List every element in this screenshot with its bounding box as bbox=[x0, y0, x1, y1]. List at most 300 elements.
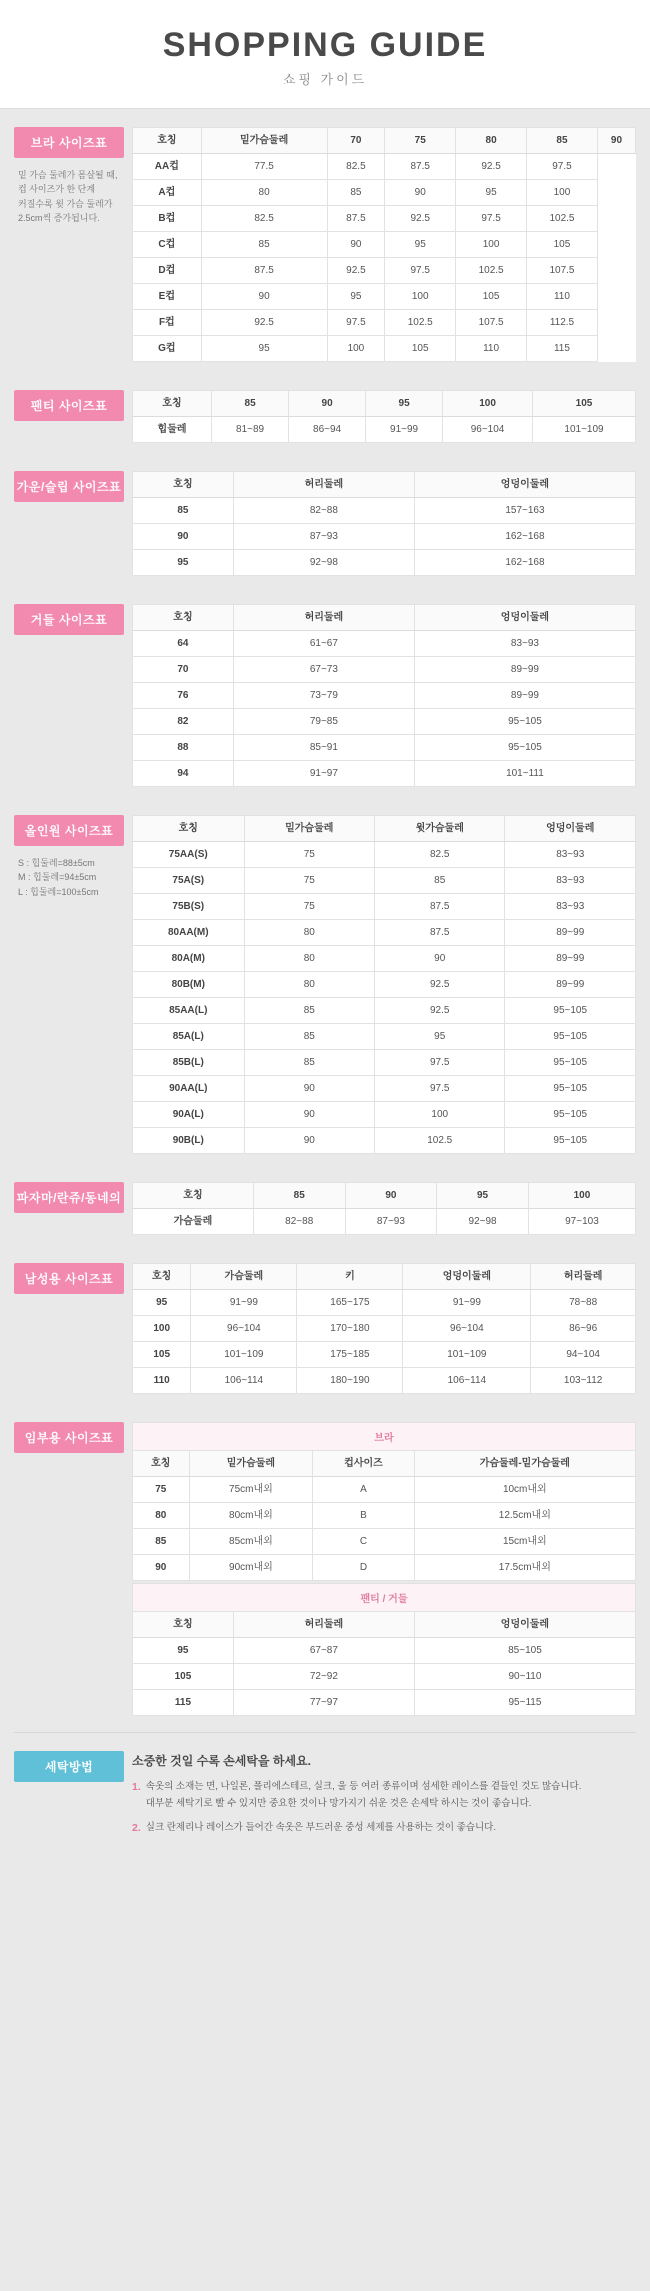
section-label-column bbox=[14, 1263, 132, 1294]
table-cell: 91~97 bbox=[233, 761, 414, 787]
table-cell: 91~99 bbox=[403, 1290, 531, 1316]
size-table bbox=[132, 815, 636, 1154]
table-cell: 101~109 bbox=[403, 1342, 531, 1368]
table-cell: 80 bbox=[244, 920, 374, 946]
table-header-cell: 엉덩이둘레 bbox=[414, 472, 635, 498]
section-label-column bbox=[14, 390, 132, 421]
size-table bbox=[132, 471, 636, 576]
table-cell: 87.5 bbox=[201, 258, 327, 284]
table-cell: 75AA(S) bbox=[133, 842, 245, 868]
table-cell: 94 bbox=[133, 761, 234, 787]
section-label-column bbox=[14, 1751, 132, 1782]
table-cell: 80B(M) bbox=[133, 972, 245, 998]
table-cell: 85A(L) bbox=[133, 1024, 245, 1050]
table-row bbox=[133, 657, 636, 683]
size-table bbox=[132, 1263, 636, 1394]
table-header-cell: 윗가슴둘레 bbox=[375, 816, 505, 842]
table-cell: 92.5 bbox=[375, 972, 505, 998]
table-row bbox=[133, 868, 636, 894]
table-cell: 85B(L) bbox=[133, 1050, 245, 1076]
table-cell: 97.5 bbox=[385, 258, 456, 284]
washing-item-number: 1. bbox=[132, 1781, 141, 1794]
washing-item-list bbox=[132, 1779, 636, 1837]
table-cell: 100 bbox=[375, 1102, 505, 1128]
washing-content bbox=[132, 1751, 636, 1846]
size-table bbox=[132, 1182, 636, 1235]
table-row bbox=[133, 310, 636, 336]
table-cell: 95 bbox=[327, 284, 385, 310]
table-cell: 70 bbox=[133, 657, 234, 683]
section-note: 밑 가슴 둘레가 몸살될 때, 컵 사이즈가 한 단계 커질수록 윗 가슴 둘레가 2.5cm씩 증가됩니다. bbox=[18, 170, 118, 224]
table-cell: 80 bbox=[201, 180, 327, 206]
section-tag: 팬티 사이즈표 bbox=[14, 390, 124, 421]
table-header-cell: 허리둘레 bbox=[233, 1612, 414, 1638]
table-row bbox=[133, 998, 636, 1024]
table-cell: 90 bbox=[244, 1128, 374, 1154]
table-row bbox=[133, 1342, 636, 1368]
table-cell: 86~94 bbox=[289, 417, 366, 443]
size-chart-sections bbox=[0, 109, 650, 1404]
table-cell: 17.5cm내외 bbox=[414, 1555, 635, 1581]
table-header-cell: 호칭 bbox=[133, 1183, 254, 1209]
table-header-cell: 호칭 bbox=[133, 1612, 234, 1638]
table-cell: 97.5 bbox=[456, 206, 527, 232]
section-tag: 브라 사이즈표 bbox=[14, 127, 124, 158]
table-cell: 가슴둘레 bbox=[133, 1209, 254, 1235]
table-row bbox=[133, 1290, 636, 1316]
size-table bbox=[132, 390, 636, 443]
maternity-panty-subtitle: 팬티 / 거들 bbox=[132, 1583, 636, 1611]
table-cell: 94~104 bbox=[531, 1342, 636, 1368]
table-cell: 75A(S) bbox=[133, 868, 245, 894]
table-cell: 87.5 bbox=[375, 920, 505, 946]
table-header-cell: 가슴둘레 bbox=[191, 1264, 297, 1290]
table-cell: 100 bbox=[133, 1316, 191, 1342]
table-cell: 95 bbox=[133, 1290, 191, 1316]
table-cell: 97.5 bbox=[375, 1076, 505, 1102]
size-table bbox=[132, 604, 636, 787]
table-cell: 87.5 bbox=[375, 894, 505, 920]
table-cell: 115 bbox=[527, 336, 598, 362]
table-cell: 92.5 bbox=[375, 998, 505, 1024]
table-header-cell: 호칭 bbox=[133, 1451, 190, 1477]
table-row bbox=[133, 498, 636, 524]
table-row bbox=[133, 284, 636, 310]
table-cell: 103~112 bbox=[531, 1368, 636, 1394]
table-cell: 102.5 bbox=[527, 206, 598, 232]
table-cell: 95~105 bbox=[505, 1102, 636, 1128]
table-cell: 86~96 bbox=[531, 1316, 636, 1342]
table-row bbox=[133, 1316, 636, 1342]
table-cell: 95~105 bbox=[414, 735, 635, 761]
table-cell: B bbox=[313, 1503, 414, 1529]
table-cell: 89~99 bbox=[505, 972, 636, 998]
table-row bbox=[133, 761, 636, 787]
section-washing bbox=[0, 1733, 650, 1856]
table-cell: A컵 bbox=[133, 180, 202, 206]
table-cell: 95 bbox=[133, 1638, 234, 1664]
washing-title: 소중한 것일 수록 손세탁을 하세요. bbox=[132, 1754, 311, 1768]
table-cell: 64 bbox=[133, 631, 234, 657]
table-cell: 67~87 bbox=[233, 1638, 414, 1664]
table-cell: 107.5 bbox=[527, 258, 598, 284]
table-header-cell: 호칭 bbox=[133, 816, 245, 842]
table-header-cell: 100 bbox=[443, 391, 533, 417]
table-cell: 165~175 bbox=[297, 1290, 403, 1316]
table-cell: A bbox=[313, 1477, 414, 1503]
table-cell: 105 bbox=[133, 1342, 191, 1368]
table-cell: 61~67 bbox=[233, 631, 414, 657]
table-cell: 83~93 bbox=[505, 894, 636, 920]
table-row bbox=[133, 1209, 636, 1235]
table-cell: 105 bbox=[133, 1664, 234, 1690]
table-cell: 72~92 bbox=[233, 1664, 414, 1690]
table-cell: 82.5 bbox=[375, 842, 505, 868]
table-cell: 95~105 bbox=[414, 709, 635, 735]
table-cell: 95 bbox=[133, 550, 234, 576]
table-cell: 100 bbox=[385, 284, 456, 310]
table-header-cell: 75 bbox=[385, 128, 456, 154]
table-header-cell: 허리둘레 bbox=[233, 472, 414, 498]
table-row bbox=[133, 1555, 636, 1581]
table-cell: 110 bbox=[133, 1368, 191, 1394]
table-cell: 107.5 bbox=[456, 310, 527, 336]
table-header-cell: 엉덩이둘레 bbox=[414, 1612, 635, 1638]
table-cell: 15cm내외 bbox=[414, 1529, 635, 1555]
section-table-column bbox=[132, 127, 636, 362]
table-header-cell: 95 bbox=[437, 1183, 529, 1209]
table-cell: 100 bbox=[527, 180, 598, 206]
section-5 bbox=[0, 1164, 650, 1245]
table-cell: 90AA(L) bbox=[133, 1076, 245, 1102]
washing-item-number: 2. bbox=[132, 1821, 141, 1834]
section-tag: 거들 사이즈표 bbox=[14, 604, 124, 635]
table-cell: 106~114 bbox=[403, 1368, 531, 1394]
section-table-column bbox=[132, 1182, 636, 1235]
table-cell: 80 bbox=[133, 1503, 190, 1529]
table-cell: 80AA(M) bbox=[133, 920, 245, 946]
table-cell: C bbox=[313, 1529, 414, 1555]
table-cell: 75B(S) bbox=[133, 894, 245, 920]
table-cell: 97.5 bbox=[527, 154, 598, 180]
table-cell: 105 bbox=[527, 232, 598, 258]
table-cell: 90 bbox=[244, 1102, 374, 1128]
table-row bbox=[133, 1128, 636, 1154]
table-cell: 87.5 bbox=[327, 206, 385, 232]
table-cell: 67~73 bbox=[233, 657, 414, 683]
table-cell: 105 bbox=[456, 284, 527, 310]
table-header-cell: 엉덩이둘레 bbox=[505, 816, 636, 842]
table-row bbox=[133, 180, 636, 206]
table-header-cell: 키 bbox=[297, 1264, 403, 1290]
table-cell: 90 bbox=[327, 232, 385, 258]
section-table-column bbox=[132, 390, 636, 443]
table-cell: 89~99 bbox=[414, 657, 635, 683]
section-tag-maternity: 임부용 사이즈표 bbox=[14, 1422, 124, 1453]
table-cell: 85 bbox=[244, 998, 374, 1024]
section-label-column bbox=[14, 815, 132, 899]
table-cell: 90 bbox=[244, 1076, 374, 1102]
table-cell: 87~93 bbox=[345, 1209, 437, 1235]
table-cell: 90cm내외 bbox=[189, 1555, 313, 1581]
table-header-cell: 85 bbox=[253, 1183, 345, 1209]
section-note: S : 힙둘레=88±5cm M : 힙둘레=94±5cm L : 힙둘레=100±5cm bbox=[18, 858, 99, 897]
table-cell: 102.5 bbox=[385, 310, 456, 336]
table-row bbox=[133, 1076, 636, 1102]
table-cell: 88 bbox=[133, 735, 234, 761]
table-cell: G컵 bbox=[133, 336, 202, 362]
table-header-cell: 엉덩이둘레 bbox=[403, 1264, 531, 1290]
table-row bbox=[133, 206, 636, 232]
table-cell: 85AA(L) bbox=[133, 998, 245, 1024]
table-cell: 80 bbox=[244, 972, 374, 998]
table-cell: 92.5 bbox=[201, 310, 327, 336]
table-cell: F컵 bbox=[133, 310, 202, 336]
section-table-column bbox=[132, 604, 636, 787]
table-row bbox=[133, 1529, 636, 1555]
table-cell: 95 bbox=[375, 1024, 505, 1050]
section-4 bbox=[0, 797, 650, 1164]
table-row bbox=[133, 1368, 636, 1394]
table-header-cell: 호칭 bbox=[133, 472, 234, 498]
table-cell: 91~99 bbox=[191, 1290, 297, 1316]
table-cell: 100 bbox=[327, 336, 385, 362]
table-cell: 85 bbox=[375, 868, 505, 894]
table-cell: 75 bbox=[244, 868, 374, 894]
table-cell: 90 bbox=[385, 180, 456, 206]
table-row bbox=[133, 1664, 636, 1690]
table-cell: 85 bbox=[244, 1024, 374, 1050]
section-tag: 가운/슬립 사이즈표 bbox=[14, 471, 124, 502]
table-cell: 102.5 bbox=[456, 258, 527, 284]
table-cell: 81~89 bbox=[212, 417, 289, 443]
table-header-cell: 90 bbox=[345, 1183, 437, 1209]
maternity-panty-table bbox=[132, 1611, 636, 1716]
table-row bbox=[133, 920, 636, 946]
table-cell: 101~109 bbox=[533, 417, 636, 443]
table-row bbox=[133, 683, 636, 709]
table-cell: 82.5 bbox=[201, 206, 327, 232]
table-cell: 97~103 bbox=[528, 1209, 635, 1235]
table-cell: 90~110 bbox=[414, 1664, 635, 1690]
table-cell: 80 bbox=[244, 946, 374, 972]
washing-item bbox=[132, 1779, 636, 1811]
table-cell: 175~185 bbox=[297, 1342, 403, 1368]
table-header-cell: 95 bbox=[366, 391, 443, 417]
washing-item bbox=[132, 1820, 636, 1838]
page-header bbox=[0, 0, 650, 109]
table-cell: 75cm내외 bbox=[189, 1477, 313, 1503]
table-cell: 85 bbox=[244, 1050, 374, 1076]
table-cell: B컵 bbox=[133, 206, 202, 232]
table-header-cell: 허리둘레 bbox=[531, 1264, 636, 1290]
table-row bbox=[133, 946, 636, 972]
table-cell: 85 bbox=[133, 1529, 190, 1555]
table-cell: 95~105 bbox=[505, 1024, 636, 1050]
table-cell: 110 bbox=[456, 336, 527, 362]
table-row bbox=[133, 709, 636, 735]
table-cell: E컵 bbox=[133, 284, 202, 310]
table-header-cell: 밑가슴둘레 bbox=[244, 816, 374, 842]
section-2 bbox=[0, 453, 650, 586]
section-label-column bbox=[14, 127, 132, 226]
table-cell: 80cm내외 bbox=[189, 1503, 313, 1529]
table-cell: D컵 bbox=[133, 258, 202, 284]
table-row bbox=[133, 1503, 636, 1529]
section-tag: 올인원 사이즈표 bbox=[14, 815, 124, 846]
section-tag: 남성용 사이즈표 bbox=[14, 1263, 124, 1294]
table-cell: C컵 bbox=[133, 232, 202, 258]
table-cell: 82.5 bbox=[327, 154, 385, 180]
table-cell: 87.5 bbox=[385, 154, 456, 180]
table-header-cell: 호칭 bbox=[133, 391, 212, 417]
table-cell: 162~168 bbox=[414, 524, 635, 550]
table-cell: 97.5 bbox=[327, 310, 385, 336]
table-cell: 75 bbox=[244, 894, 374, 920]
table-cell: 82 bbox=[133, 709, 234, 735]
section-table-column bbox=[132, 1263, 636, 1394]
table-cell: 95~105 bbox=[505, 1050, 636, 1076]
table-cell: 90 bbox=[375, 946, 505, 972]
table-cell: 79~85 bbox=[233, 709, 414, 735]
table-cell: 73~79 bbox=[233, 683, 414, 709]
table-cell: 75 bbox=[244, 842, 374, 868]
table-cell: 106~114 bbox=[191, 1368, 297, 1394]
section-table-column bbox=[132, 471, 636, 576]
table-cell: 95~105 bbox=[505, 1076, 636, 1102]
table-cell: 157~163 bbox=[414, 498, 635, 524]
table-cell: 95~115 bbox=[414, 1690, 635, 1716]
table-header-cell: 호칭 bbox=[133, 1264, 191, 1290]
table-cell: 89~99 bbox=[505, 946, 636, 972]
table-header-cell: 밑가슴둘레 bbox=[201, 128, 327, 154]
table-cell: 92.5 bbox=[327, 258, 385, 284]
table-cell: 162~168 bbox=[414, 550, 635, 576]
maternity-bra-table bbox=[132, 1450, 636, 1581]
section-tag-washing: 세탁방법 bbox=[14, 1751, 124, 1782]
table-cell: 85~91 bbox=[233, 735, 414, 761]
table-cell: 101~109 bbox=[191, 1342, 297, 1368]
table-cell: 102.5 bbox=[375, 1128, 505, 1154]
table-cell: 95~105 bbox=[505, 998, 636, 1024]
size-table bbox=[132, 127, 636, 362]
table-row bbox=[133, 232, 636, 258]
table-cell: 91~99 bbox=[366, 417, 443, 443]
table-cell: 12.5cm내외 bbox=[414, 1503, 635, 1529]
table-header-cell: 100 bbox=[528, 1183, 635, 1209]
table-cell: 77~97 bbox=[233, 1690, 414, 1716]
section-6 bbox=[0, 1245, 650, 1404]
table-cell: 95 bbox=[456, 180, 527, 206]
table-cell: 힙둘레 bbox=[133, 417, 212, 443]
table-cell: 115 bbox=[133, 1690, 234, 1716]
washing-item-text: 실크 란제리나 레이스가 들어간 속옷은 부드러운 중성 세제를 사용하는 것이 좋습니다. bbox=[145, 1821, 496, 1833]
table-cell: 89~99 bbox=[414, 683, 635, 709]
table-cell: 76 bbox=[133, 683, 234, 709]
table-cell: 180~190 bbox=[297, 1368, 403, 1394]
page-subtitle: 쇼핑 가이드 bbox=[282, 72, 368, 87]
table-cell: 85cm내외 bbox=[189, 1529, 313, 1555]
section-maternity bbox=[0, 1404, 650, 1726]
table-cell: 83~93 bbox=[505, 842, 636, 868]
table-header-cell: 70 bbox=[327, 128, 385, 154]
table-row bbox=[133, 972, 636, 998]
table-row bbox=[133, 1638, 636, 1664]
table-row bbox=[133, 524, 636, 550]
section-label-column bbox=[14, 604, 132, 635]
table-cell: 83~93 bbox=[505, 868, 636, 894]
maternity-bra-subtitle: 브라 bbox=[132, 1422, 636, 1450]
table-header-cell: 85 bbox=[527, 128, 598, 154]
table-header-cell: 90 bbox=[289, 391, 366, 417]
washing-item-text: 속옷의 소재는 면, 나일론, 폴리에스테르, 실크, 울 등 여러 종류이며 섬세한 레이스를 곁들인 것도 많습니다. 대부분 세탁기로 빨 수 있지만 중요한 것이나 망가지기 쉬운 것은 손세탁 하시는 것이 좋습니다. bbox=[145, 1781, 582, 1809]
table-cell: 92~98 bbox=[233, 550, 414, 576]
table-header-cell: 허리둘레 bbox=[233, 605, 414, 631]
table-cell: 95 bbox=[201, 336, 327, 362]
table-cell: 90 bbox=[133, 1555, 190, 1581]
table-header-cell: 105 bbox=[533, 391, 636, 417]
table-row bbox=[133, 154, 636, 180]
table-cell: 80A(M) bbox=[133, 946, 245, 972]
table-header-cell: 80 bbox=[456, 128, 527, 154]
section-tag: 파자마/란쥬/동네의 bbox=[14, 1182, 124, 1213]
table-cell: 97.5 bbox=[375, 1050, 505, 1076]
table-row bbox=[133, 1690, 636, 1716]
table-cell: 96~104 bbox=[443, 417, 533, 443]
table-row bbox=[133, 735, 636, 761]
table-cell: 100 bbox=[456, 232, 527, 258]
section-table-column bbox=[132, 815, 636, 1154]
table-header-cell: 컵사이즈 bbox=[313, 1451, 414, 1477]
table-cell: 85 bbox=[201, 232, 327, 258]
table-cell: 95 bbox=[385, 232, 456, 258]
table-header-cell: 엉덩이둘레 bbox=[414, 605, 635, 631]
section-3 bbox=[0, 586, 650, 797]
table-cell: 82~88 bbox=[253, 1209, 345, 1235]
table-row bbox=[133, 336, 636, 362]
table-row bbox=[133, 842, 636, 868]
table-cell: 89~99 bbox=[505, 920, 636, 946]
table-cell: 101~111 bbox=[414, 761, 635, 787]
table-header-cell: 가슴둘레-밑가슴둘레 bbox=[414, 1451, 635, 1477]
table-row bbox=[133, 1102, 636, 1128]
table-cell: 85 bbox=[327, 180, 385, 206]
table-row bbox=[133, 1024, 636, 1050]
table-cell: 95~105 bbox=[505, 1128, 636, 1154]
table-cell: 85 bbox=[133, 498, 234, 524]
section-1 bbox=[0, 372, 650, 453]
section-label-column bbox=[14, 1422, 132, 1453]
table-cell: D bbox=[313, 1555, 414, 1581]
table-cell: 110 bbox=[527, 284, 598, 310]
table-header-cell: 90 bbox=[597, 128, 635, 154]
table-row bbox=[133, 550, 636, 576]
section-table-column bbox=[132, 1422, 636, 1716]
table-cell: 90A(L) bbox=[133, 1102, 245, 1128]
table-cell: 77.5 bbox=[201, 154, 327, 180]
section-0 bbox=[0, 109, 650, 372]
table-row bbox=[133, 258, 636, 284]
table-row bbox=[133, 631, 636, 657]
table-cell: 10cm내외 bbox=[414, 1477, 635, 1503]
table-cell: 92~98 bbox=[437, 1209, 529, 1235]
table-cell: 90 bbox=[201, 284, 327, 310]
table-cell: 92.5 bbox=[456, 154, 527, 180]
table-row bbox=[133, 1050, 636, 1076]
section-label-column bbox=[14, 471, 132, 502]
table-cell: 96~104 bbox=[191, 1316, 297, 1342]
table-cell: 90B(L) bbox=[133, 1128, 245, 1154]
